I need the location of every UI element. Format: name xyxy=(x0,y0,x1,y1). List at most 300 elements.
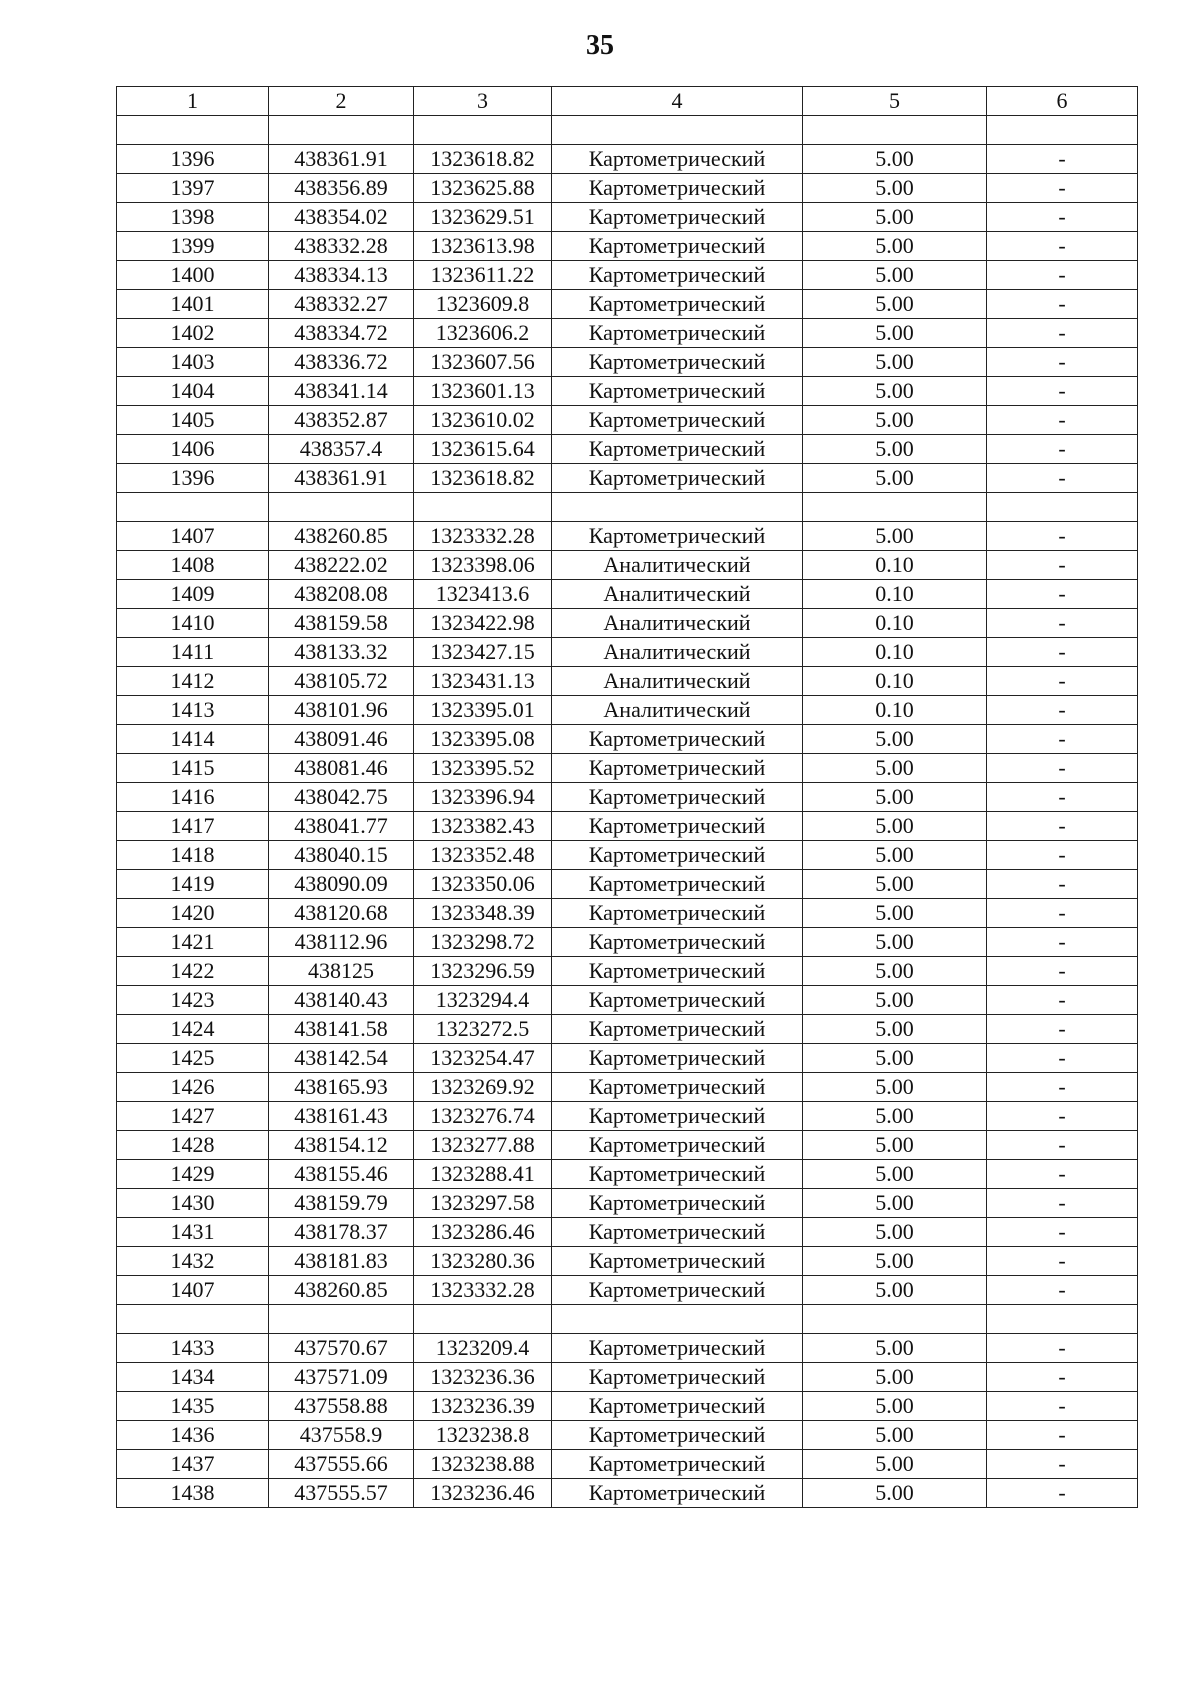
table-cell: 1323601.13 xyxy=(414,377,552,406)
table-cell: 5.00 xyxy=(803,174,987,203)
table-cell: Картометрический xyxy=(552,1160,803,1189)
table-row xyxy=(117,783,1138,812)
table-cell: Картометрический xyxy=(552,1131,803,1160)
table-cell: 5.00 xyxy=(803,1015,987,1044)
table-cell: 1323238.88 xyxy=(414,1450,552,1479)
table-cell: 1323280.36 xyxy=(414,1247,552,1276)
table-cell: 5.00 xyxy=(803,783,987,812)
table-row xyxy=(117,1450,1138,1479)
table-cell: 1323395.01 xyxy=(414,696,552,725)
table-cell: - xyxy=(987,290,1138,319)
table-cell: 1323615.64 xyxy=(414,435,552,464)
table-cell: 0.10 xyxy=(803,667,987,696)
table-cell: 438081.46 xyxy=(269,754,414,783)
table-cell: 437570.67 xyxy=(269,1334,414,1363)
table-row xyxy=(117,232,1138,261)
table-cell: Картометрический xyxy=(552,377,803,406)
table-cell xyxy=(803,493,987,522)
table-cell: Картометрический xyxy=(552,1363,803,1392)
table-cell: Картометрический xyxy=(552,812,803,841)
table-cell: - xyxy=(987,261,1138,290)
table-cell: 5.00 xyxy=(803,1131,987,1160)
table-cell: 1323236.46 xyxy=(414,1479,552,1508)
table-cell: - xyxy=(987,638,1138,667)
table-cell: - xyxy=(987,696,1138,725)
table-cell: - xyxy=(987,1044,1138,1073)
table-cell: - xyxy=(987,725,1138,754)
table-cell: 1323288.41 xyxy=(414,1160,552,1189)
table-cell: 5.00 xyxy=(803,319,987,348)
table-cell: 1431 xyxy=(117,1218,269,1247)
table-cell: 5.00 xyxy=(803,232,987,261)
table-cell: 438041.77 xyxy=(269,812,414,841)
table-cell: Картометрический xyxy=(552,290,803,319)
table-cell: 438120.68 xyxy=(269,899,414,928)
table-cell: 438260.85 xyxy=(269,522,414,551)
table-cell: 1424 xyxy=(117,1015,269,1044)
table-cell: 438042.75 xyxy=(269,783,414,812)
table-cell: Картометрический xyxy=(552,1450,803,1479)
table-row xyxy=(117,1044,1138,1073)
table-cell: 438090.09 xyxy=(269,870,414,899)
table-cell: - xyxy=(987,1102,1138,1131)
table-cell: 0.10 xyxy=(803,609,987,638)
table-cell: 1323395.08 xyxy=(414,725,552,754)
table-row xyxy=(117,1218,1138,1247)
table-cell xyxy=(117,493,269,522)
table-row xyxy=(117,1102,1138,1131)
table-cell: 438361.91 xyxy=(269,464,414,493)
table-cell: 1410 xyxy=(117,609,269,638)
table-cell: 5.00 xyxy=(803,522,987,551)
table-cell: - xyxy=(987,580,1138,609)
table-cell: 0.10 xyxy=(803,638,987,667)
table-cell: 5.00 xyxy=(803,1218,987,1247)
table-cell xyxy=(269,493,414,522)
column-header-2: 2 xyxy=(269,87,414,116)
table-cell: 1422 xyxy=(117,957,269,986)
table-cell: - xyxy=(987,174,1138,203)
table-cell: Картометрический xyxy=(552,1247,803,1276)
table-cell: 1323332.28 xyxy=(414,1276,552,1305)
table-cell: 438332.27 xyxy=(269,290,414,319)
table-row xyxy=(117,464,1138,493)
table-cell: 1398 xyxy=(117,203,269,232)
table-cell: 1323607.56 xyxy=(414,348,552,377)
table-cell: 5.00 xyxy=(803,1392,987,1421)
table-cell: - xyxy=(987,1247,1138,1276)
table-cell: 437555.66 xyxy=(269,1450,414,1479)
table-cell xyxy=(552,1305,803,1334)
table-cell: 1323382.43 xyxy=(414,812,552,841)
column-header-6: 6 xyxy=(987,87,1138,116)
table-cell: - xyxy=(987,232,1138,261)
separator-row xyxy=(117,116,1138,145)
table-cell: 438159.79 xyxy=(269,1189,414,1218)
table-cell: 438159.58 xyxy=(269,609,414,638)
table-cell: 1432 xyxy=(117,1247,269,1276)
table-cell: 1323625.88 xyxy=(414,174,552,203)
table-cell: 1412 xyxy=(117,667,269,696)
table-row xyxy=(117,1479,1138,1508)
table-cell: - xyxy=(987,464,1138,493)
table-cell: 1438 xyxy=(117,1479,269,1508)
table-cell: Аналитический xyxy=(552,638,803,667)
table-row xyxy=(117,609,1138,638)
table-cell: 437558.88 xyxy=(269,1392,414,1421)
table-cell: 1323236.39 xyxy=(414,1392,552,1421)
table-cell: 438352.87 xyxy=(269,406,414,435)
column-header-3: 3 xyxy=(414,87,552,116)
table-cell: 438155.46 xyxy=(269,1160,414,1189)
table-cell: Картометрический xyxy=(552,870,803,899)
table-cell: 1323395.52 xyxy=(414,754,552,783)
table-cell: 1323613.98 xyxy=(414,232,552,261)
table-row xyxy=(117,696,1138,725)
table-cell: - xyxy=(987,1189,1138,1218)
table-cell: Картометрический xyxy=(552,899,803,928)
table-cell: Картометрический xyxy=(552,1479,803,1508)
table-cell: 1396 xyxy=(117,464,269,493)
table-cell: - xyxy=(987,1218,1138,1247)
table-cell: Картометрический xyxy=(552,725,803,754)
table-cell: - xyxy=(987,957,1138,986)
table-cell: Картометрический xyxy=(552,435,803,464)
table-cell: 438040.15 xyxy=(269,841,414,870)
table-row xyxy=(117,522,1138,551)
page-number: 35 xyxy=(586,30,614,61)
table-cell: 438354.02 xyxy=(269,203,414,232)
table-cell: 1323332.28 xyxy=(414,522,552,551)
table-cell: 1323413.6 xyxy=(414,580,552,609)
table-cell: 5.00 xyxy=(803,725,987,754)
table-cell: Картометрический xyxy=(552,783,803,812)
table-cell: Картометрический xyxy=(552,1421,803,1450)
table-cell xyxy=(552,493,803,522)
table-cell: 5.00 xyxy=(803,1450,987,1479)
table-cell: 5.00 xyxy=(803,290,987,319)
table-cell: 1408 xyxy=(117,551,269,580)
table-cell: 5.00 xyxy=(803,145,987,174)
table-cell: Аналитический xyxy=(552,551,803,580)
table-cell: - xyxy=(987,203,1138,232)
table-cell: Картометрический xyxy=(552,319,803,348)
table-cell: 438112.96 xyxy=(269,928,414,957)
table-cell: Картометрический xyxy=(552,261,803,290)
table-cell: Картометрический xyxy=(552,1392,803,1421)
table-cell: - xyxy=(987,986,1138,1015)
table-cell: 5.00 xyxy=(803,957,987,986)
table-cell: Картометрический xyxy=(552,754,803,783)
table-row xyxy=(117,1392,1138,1421)
table-cell: 438140.43 xyxy=(269,986,414,1015)
table-cell: - xyxy=(987,609,1138,638)
table-cell: 438208.08 xyxy=(269,580,414,609)
table-cell: 1430 xyxy=(117,1189,269,1218)
table-cell: 5.00 xyxy=(803,435,987,464)
table-cell: - xyxy=(987,783,1138,812)
table-cell: 1428 xyxy=(117,1131,269,1160)
table-cell: Картометрический xyxy=(552,406,803,435)
table-row xyxy=(117,1015,1138,1044)
table-row xyxy=(117,870,1138,899)
table-row xyxy=(117,1334,1138,1363)
table-cell: 1323610.02 xyxy=(414,406,552,435)
table-cell: 438334.13 xyxy=(269,261,414,290)
table-cell: 1323209.4 xyxy=(414,1334,552,1363)
table-cell: 1323350.06 xyxy=(414,870,552,899)
table-cell: Картометрический xyxy=(552,203,803,232)
table-cell: 5.00 xyxy=(803,464,987,493)
table-row xyxy=(117,725,1138,754)
table-cell: 5.00 xyxy=(803,928,987,957)
table-cell xyxy=(269,116,414,145)
table-row xyxy=(117,1247,1138,1276)
table-row xyxy=(117,1363,1138,1392)
table-cell: Картометрический xyxy=(552,957,803,986)
table-cell: 1323297.58 xyxy=(414,1189,552,1218)
table-cell: 438222.02 xyxy=(269,551,414,580)
table-cell: Картометрический xyxy=(552,1276,803,1305)
table-cell xyxy=(117,116,269,145)
table-row xyxy=(117,551,1138,580)
table-row xyxy=(117,899,1138,928)
table-cell: Картометрический xyxy=(552,1218,803,1247)
table-row xyxy=(117,348,1138,377)
table-cell: 438178.37 xyxy=(269,1218,414,1247)
table-cell: 438336.72 xyxy=(269,348,414,377)
table-cell: - xyxy=(987,667,1138,696)
column-header-4: 4 xyxy=(552,87,803,116)
table-cell: 438260.85 xyxy=(269,1276,414,1305)
table-cell: 438165.93 xyxy=(269,1073,414,1102)
table-cell: Картометрический xyxy=(552,986,803,1015)
table-cell: 1407 xyxy=(117,1276,269,1305)
table-cell: 1323298.72 xyxy=(414,928,552,957)
table-cell: 5.00 xyxy=(803,1247,987,1276)
table-cell xyxy=(803,1305,987,1334)
table-cell: 438105.72 xyxy=(269,667,414,696)
table-cell: 5.00 xyxy=(803,377,987,406)
table-cell: 1323238.8 xyxy=(414,1421,552,1450)
table-cell: 1420 xyxy=(117,899,269,928)
table-cell: 1397 xyxy=(117,174,269,203)
table-cell: 1407 xyxy=(117,522,269,551)
table-cell: 1411 xyxy=(117,638,269,667)
table-cell: 1415 xyxy=(117,754,269,783)
table-cell: - xyxy=(987,1073,1138,1102)
table-cell: Картометрический xyxy=(552,174,803,203)
table-cell: 438133.32 xyxy=(269,638,414,667)
table-cell: 1409 xyxy=(117,580,269,609)
table-cell xyxy=(987,116,1138,145)
table-row xyxy=(117,957,1138,986)
table-cell: 1323611.22 xyxy=(414,261,552,290)
table-cell: 5.00 xyxy=(803,870,987,899)
table-cell: 1323606.2 xyxy=(414,319,552,348)
table-cell: - xyxy=(987,812,1138,841)
table-row xyxy=(117,1276,1138,1305)
table-cell: 1403 xyxy=(117,348,269,377)
table-body xyxy=(117,116,1138,1508)
table-cell: - xyxy=(987,1479,1138,1508)
table-row xyxy=(117,812,1138,841)
table-cell: 1323348.39 xyxy=(414,899,552,928)
table-cell: 438125 xyxy=(269,957,414,986)
table-cell: 438361.91 xyxy=(269,145,414,174)
table-cell: Картометрический xyxy=(552,1102,803,1131)
table-cell: 438141.58 xyxy=(269,1015,414,1044)
table-cell: - xyxy=(987,1131,1138,1160)
table-cell: Картометрический xyxy=(552,1334,803,1363)
table-cell: - xyxy=(987,1450,1138,1479)
table-cell: - xyxy=(987,1334,1138,1363)
table-cell: - xyxy=(987,377,1138,406)
table-cell: 5.00 xyxy=(803,1044,987,1073)
table-cell: 437571.09 xyxy=(269,1363,414,1392)
table-cell: 1323422.98 xyxy=(414,609,552,638)
table-cell: 1429 xyxy=(117,1160,269,1189)
table-cell: 1416 xyxy=(117,783,269,812)
table-cell: 5.00 xyxy=(803,1363,987,1392)
table-cell: - xyxy=(987,899,1138,928)
table-row xyxy=(117,928,1138,957)
table-cell: 438332.28 xyxy=(269,232,414,261)
table-row xyxy=(117,377,1138,406)
table-row xyxy=(117,1421,1138,1450)
table-cell: - xyxy=(987,870,1138,899)
table-cell: 1418 xyxy=(117,841,269,870)
table-cell: 438101.96 xyxy=(269,696,414,725)
table-cell: 1437 xyxy=(117,1450,269,1479)
table-cell: - xyxy=(987,928,1138,957)
table-row xyxy=(117,145,1138,174)
table-cell: Картометрический xyxy=(552,1015,803,1044)
table-row xyxy=(117,319,1138,348)
table-cell: 5.00 xyxy=(803,1479,987,1508)
table-row xyxy=(117,841,1138,870)
table-cell: 1323294.4 xyxy=(414,986,552,1015)
table-cell xyxy=(117,1305,269,1334)
table-row xyxy=(117,406,1138,435)
table-cell: 1425 xyxy=(117,1044,269,1073)
table-cell: 438091.46 xyxy=(269,725,414,754)
table-cell: 1323396.94 xyxy=(414,783,552,812)
table-row xyxy=(117,986,1138,1015)
table-cell: 1423 xyxy=(117,986,269,1015)
table-cell: 1323236.36 xyxy=(414,1363,552,1392)
header-row xyxy=(117,87,1138,116)
table-cell: 5.00 xyxy=(803,406,987,435)
table-cell: 0.10 xyxy=(803,580,987,609)
table-cell: 1401 xyxy=(117,290,269,319)
table-row xyxy=(117,261,1138,290)
table-cell: 438181.83 xyxy=(269,1247,414,1276)
table-cell: - xyxy=(987,1421,1138,1450)
table-cell: - xyxy=(987,754,1138,783)
table-cell: - xyxy=(987,348,1138,377)
table-row xyxy=(117,174,1138,203)
table-cell xyxy=(987,1305,1138,1334)
table-row xyxy=(117,638,1138,667)
table-cell: Картометрический xyxy=(552,464,803,493)
table-cell: 1414 xyxy=(117,725,269,754)
table-cell: 1427 xyxy=(117,1102,269,1131)
table-cell: 1323277.88 xyxy=(414,1131,552,1160)
table-cell: - xyxy=(987,1160,1138,1189)
column-header-5: 5 xyxy=(803,87,987,116)
table-cell: 5.00 xyxy=(803,841,987,870)
table-cell: 5.00 xyxy=(803,1276,987,1305)
table-cell: 1323427.15 xyxy=(414,638,552,667)
table-cell: 1323296.59 xyxy=(414,957,552,986)
table-cell: 438142.54 xyxy=(269,1044,414,1073)
table-cell: 1399 xyxy=(117,232,269,261)
table-row xyxy=(117,1160,1138,1189)
table-cell: 5.00 xyxy=(803,812,987,841)
table-cell: 438161.43 xyxy=(269,1102,414,1131)
table-cell: 438334.72 xyxy=(269,319,414,348)
table-cell: 438357.4 xyxy=(269,435,414,464)
table-cell: 1402 xyxy=(117,319,269,348)
table-cell: Картометрический xyxy=(552,1044,803,1073)
table-cell: 1421 xyxy=(117,928,269,957)
table-cell: 1417 xyxy=(117,812,269,841)
table-cell: - xyxy=(987,551,1138,580)
table-cell: 1434 xyxy=(117,1363,269,1392)
table-cell: 5.00 xyxy=(803,986,987,1015)
column-header-1: 1 xyxy=(117,87,269,116)
table-cell: 1323276.74 xyxy=(414,1102,552,1131)
coordinates-table xyxy=(116,86,1138,1508)
table-cell: 1323618.82 xyxy=(414,145,552,174)
table-cell: 1436 xyxy=(117,1421,269,1450)
table-cell: 1323272.5 xyxy=(414,1015,552,1044)
table-cell: 1435 xyxy=(117,1392,269,1421)
table-cell: 1405 xyxy=(117,406,269,435)
table-cell: 1323352.48 xyxy=(414,841,552,870)
table-cell: Картометрический xyxy=(552,1189,803,1218)
table-cell: 1323269.92 xyxy=(414,1073,552,1102)
table-cell: 0.10 xyxy=(803,696,987,725)
table-cell: - xyxy=(987,319,1138,348)
table-cell: 438356.89 xyxy=(269,174,414,203)
table-row xyxy=(117,580,1138,609)
table-cell: 1323398.06 xyxy=(414,551,552,580)
table-cell: Картометрический xyxy=(552,522,803,551)
table-cell: Картометрический xyxy=(552,348,803,377)
table-cell: - xyxy=(987,1392,1138,1421)
table-cell: - xyxy=(987,1363,1138,1392)
table-cell: 5.00 xyxy=(803,348,987,377)
table-cell: - xyxy=(987,406,1138,435)
table-cell xyxy=(803,116,987,145)
table-cell: 5.00 xyxy=(803,1334,987,1363)
table-row xyxy=(117,435,1138,464)
table-cell: Картометрический xyxy=(552,145,803,174)
table-cell xyxy=(414,116,552,145)
table-cell: Аналитический xyxy=(552,580,803,609)
table-cell: Картометрический xyxy=(552,928,803,957)
table-cell: 1433 xyxy=(117,1334,269,1363)
table-cell: 1323431.13 xyxy=(414,667,552,696)
table-cell: 1323629.51 xyxy=(414,203,552,232)
table-cell: 1323286.46 xyxy=(414,1218,552,1247)
table-cell: 5.00 xyxy=(803,899,987,928)
table-cell: 1419 xyxy=(117,870,269,899)
table-cell: Аналитический xyxy=(552,609,803,638)
table-cell: 1396 xyxy=(117,145,269,174)
